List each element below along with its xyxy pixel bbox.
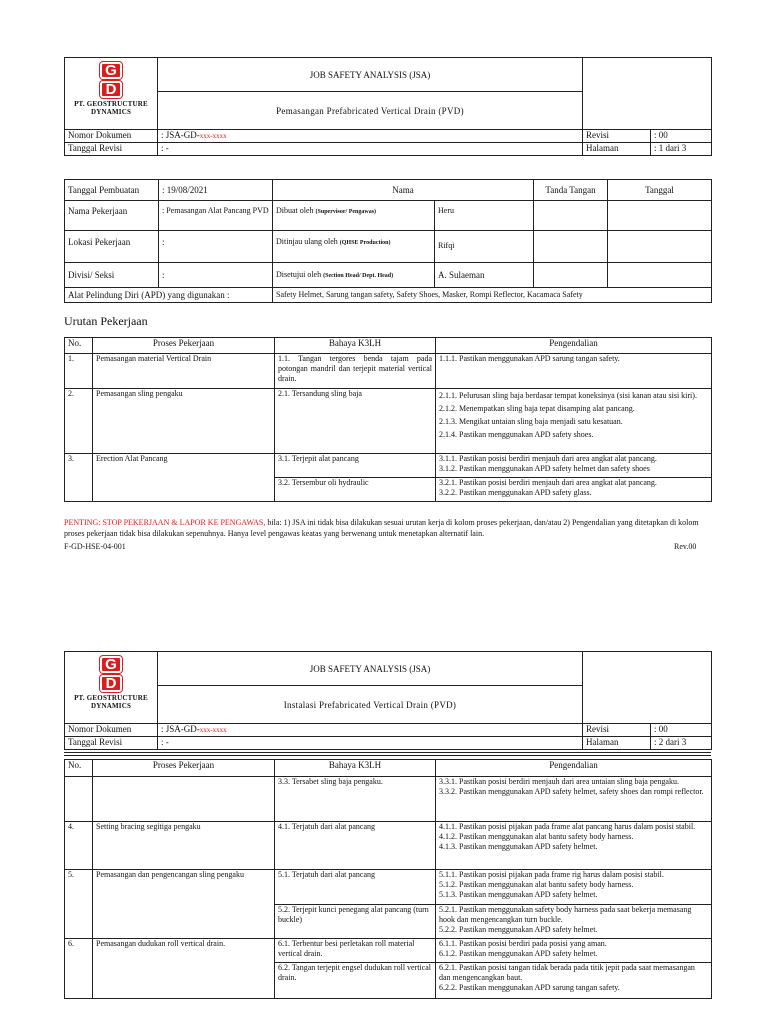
company-logo: G D (68, 62, 154, 100)
row-bahaya: 6.2. Tangan terjepit engsel dudukan roll vertical drain. (275, 963, 436, 999)
nomor-dokumen-label: Nomor Dokumen (65, 130, 158, 143)
row-pengendalian: 3.3.1. Pastikan posisi berdiri menjauh dari area untaian sling baja pengaku. 3.3.2. Pastikan menggunakan APD safety helmet, safety shoes dan rompi reflector. (436, 777, 712, 822)
doc2-header-table (64, 651, 712, 750)
apd-value: Safety Helmet, Sarung tangan safety, Safety Shoes, Masker, Rompi Reflector, Kacamaca Safety (273, 288, 712, 303)
halaman-value: : 1 dari 3 (651, 143, 712, 156)
nama-pekerjaan-value: : Pemasangan Alat Pancang PVD (159, 201, 273, 231)
tanggal-header: Tanggal (608, 180, 712, 201)
row-bahaya: 4.1. Terjatuh dari alat pancang (275, 822, 436, 870)
table-row (65, 939, 712, 963)
table-row (65, 354, 712, 389)
doc2-title: JOB SAFETY ANALYSIS (JSA) (158, 652, 583, 686)
tanggal-revisi-label: Tanggal Revisi (65, 737, 158, 750)
lokasi-value: : (159, 231, 273, 263)
row-pengendalian: 4.1.1. Pastikan posisi pijakan pada frame alat pancang harus dalam posisi stabil. 4.1.2. Pastikan menggunakan alat bantu safety body harness. 4.1.3. Pastikan menggunakan APD safety helmet. (436, 822, 712, 870)
revisi-value: : 00 (651, 724, 712, 737)
row-proses: Pemasangan sling pengaku (93, 389, 275, 454)
divisi-label: Divisi/ Seksi (65, 263, 159, 288)
table-row (65, 777, 712, 822)
nama-pekerjaan-label: Nama Pekerjaan (65, 201, 159, 231)
doc1-title: JOB SAFETY ANALYSIS (JSA) (158, 58, 583, 92)
header-proses: Proses Pekerjaan (93, 338, 275, 354)
header-proses: Proses Pekerjaan (93, 760, 275, 777)
ditinjau-oleh-name: Rifqi (435, 231, 534, 263)
header-pengendalian: Pengendalian (436, 760, 712, 777)
doc1-header-table (64, 57, 712, 156)
table-row (65, 454, 712, 478)
disetujui-oleh-label: Disetujui oleh (Section Head/ Dept. Head) (273, 263, 435, 288)
tanggal-pembuatan-label: Tanggal Pembuatan (65, 180, 159, 201)
row-proses: Pemasangan dan pengencangan sling pengaku (93, 870, 275, 939)
halaman-label: Halaman (583, 737, 651, 750)
nomor-dokumen-value: : JSA-GD-xxx-xxxx (158, 130, 583, 143)
ditinjau-oleh-label: Ditinjau ulang oleh (QHSE Production) (273, 231, 435, 263)
row-proses: Setting bracing segitiga pengaku (93, 822, 275, 870)
dibuat-oleh-label: Dibuat oleh (Supervisor/ Pengawas) (273, 201, 435, 231)
lokasi-label: Lokasi Pekerjaan (65, 231, 159, 263)
halaman-value: : 2 dari 3 (651, 737, 712, 750)
row-bahaya: 2.1. Tersandung sling baja (275, 389, 436, 454)
row-proses: Erection Alat Pancang (93, 454, 275, 502)
row-no: 3. (65, 454, 93, 502)
row-bahaya: 5.2. Terjepit kunci penegang alat pancang (turn buckle) (275, 905, 436, 939)
header-no: No. (65, 760, 93, 777)
penting-note: PENTING: STOP PEKERJAAN & LAPOR KE PENGAWAS, bila: 1) JSA ini tidak bisa dilakukan sesuai urutan kerja di kolom proses pekerjaan, dan/atau 2) Pengendalian yang ditetapkan di kolom proses pekerjaan tidak bisa dilakukan sepenuhnya. Hanya level pengawas keatas yang berwenang untuk menetapkan alternatif lain. (64, 518, 699, 538)
row-bahaya: 3.2. Tersembur oli hydraulic (275, 478, 436, 502)
doc1-jsa-table (64, 337, 712, 502)
table-row (65, 389, 712, 454)
nama-header: Nama (273, 180, 534, 201)
disetujui-oleh-name: A. Sulaeman (435, 263, 534, 288)
row-bahaya: 1.1. Tangan tergores benda tajam pada potongan mandril dan terjepit material vertical drain. (275, 354, 436, 389)
row-pengendalian: 1.1.1. Pastikan menggunakan APD sarung tangan safety. (436, 354, 712, 389)
apd-label: Alat Pelindung Diri (APD) yang digunakan : (65, 288, 273, 303)
row-pengendalian: 3.2.1. Pastikan posisi berdiri menjauh dari area angkat alat pancang. 3.2.2. Pastikan menggunakan APD safety glass. (436, 478, 712, 502)
divisi-value: : (159, 263, 273, 288)
revisi-label: Revisi (583, 724, 651, 737)
date-1 (608, 201, 712, 231)
row-pengendalian: 6.2.1. Pastikan posisi tangan tidak berada pada titik jepit pada saat memasangan dan mengencangkan baut. 6.2.2. Pastikan menggunakan APD sarung tangan safety. (436, 963, 712, 999)
urutan-pekerjaan-title: Urutan Pekerjaan (64, 314, 148, 328)
halaman-label: Halaman (583, 143, 651, 156)
job-info-table (64, 179, 712, 303)
company-logo: G D (68, 656, 154, 694)
date-3 (608, 263, 712, 288)
tanda-tangan-header: Tanda Tangan (534, 180, 608, 201)
doc2-logo-cell (65, 652, 158, 724)
row-bahaya: 5.1. Terjatuh dari alat pancang (275, 870, 436, 905)
rev-code: Rev.00 (674, 542, 697, 551)
header-bahaya: Bahaya K3LH (275, 760, 436, 777)
row-pengendalian: 5.1.1. Pastikan posisi pijakan pada frame rig harus dalam posisi stabil. 5.1.2. Pastikan menggunakan alat bantu safety body harness. 5.1.3. Pastikan menggunakan APD safety helmet. (436, 870, 712, 905)
tanggal-revisi-value: : - (158, 143, 583, 156)
company-name: PT. GEOSTRUCTURE DYNAMICS (74, 694, 148, 710)
company-name: PT. GEOSTRUCTURE DYNAMICS (74, 100, 148, 116)
row-no: 4. (65, 822, 93, 870)
row-no: 6. (65, 939, 93, 999)
header-bahaya: Bahaya K3LH (275, 338, 436, 354)
dibuat-oleh-name: Heru (435, 201, 534, 231)
nomor-dokumen-value: : JSA-GD-xxx-xxxx (158, 724, 583, 737)
row-pengendalian: 2.1.1. Pelurusan sling baja berdasar tempat koneksinya (sisi kanan atau sisi kiri). 2.1.2. Menempatkan sling baja tepat disamping alat pancang. 2.1.3. Mengikat untaian sling baja menjadi satu kesatuan. 2.1.4. Pastikan menggunakan APD safety shoes. (436, 389, 712, 454)
row-no (65, 777, 93, 822)
row-proses: Pemasangan dudukan roll vertical drain. (93, 939, 275, 999)
doc1-subtitle: Pemasangan Prefabricated Vertical Drain (PVD) (158, 92, 583, 130)
separator-line (64, 752, 711, 753)
signature-1 (534, 201, 608, 231)
row-pengendalian: 5.2.1. Pastikan menggunakan safety body harness pada saat bekerja memasang hook dan mengencangkan turn buckle. 5.2.2. Pastikan menggunakan APD safety helmet. (436, 905, 712, 939)
header-pengendalian: Pengendalian (436, 338, 712, 354)
signature-3 (534, 263, 608, 288)
tanggal-revisi-value: : - (158, 737, 583, 750)
row-pengendalian: 3.1.1. Pastikan posisi berdiri menjauh dari area angkat alat pancang. 3.1.2. Pastikan menggunakan APD safety helmet dan safety shoes (436, 454, 712, 478)
row-no: 2. (65, 389, 93, 454)
tanggal-pembuatan-value: : 19/08/2021 (159, 180, 273, 201)
table-row (65, 870, 712, 905)
form-code: F-GD-HSE-04-001 (64, 542, 126, 551)
tanggal-revisi-label: Tanggal Revisi (65, 143, 158, 156)
revisi-label: Revisi (583, 130, 651, 143)
row-proses (93, 777, 275, 822)
date-2 (608, 231, 712, 263)
row-no: 1. (65, 354, 93, 389)
doc2-jsa-table (64, 759, 712, 999)
table-row (65, 822, 712, 870)
revisi-value: : 00 (651, 130, 712, 143)
separator-line (64, 755, 711, 756)
row-pengendalian: 6.1.1. Pastikan posisi berdiri pada posisi yang aman. 6.1.2. Pastikan menggunakan APD safety helmet. (436, 939, 712, 963)
doc1-logo-cell (65, 58, 158, 130)
row-proses: Pemasangan material Vertical Drain (93, 354, 275, 389)
header-no: No. (65, 338, 93, 354)
row-bahaya: 3.1. Terjepit alat pancang (275, 454, 436, 478)
signature-2 (534, 231, 608, 263)
nomor-dokumen-label: Nomor Dokumen (65, 724, 158, 737)
doc2-subtitle: Instalasi Prefabricated Vertical Drain (PVD) (158, 686, 583, 724)
row-no: 5. (65, 870, 93, 939)
row-bahaya: 6.1. Terbentur besi perletakan roll material vertical drain. (275, 939, 436, 963)
row-bahaya: 3.3. Tersabet sling baja pengaku. (275, 777, 436, 822)
